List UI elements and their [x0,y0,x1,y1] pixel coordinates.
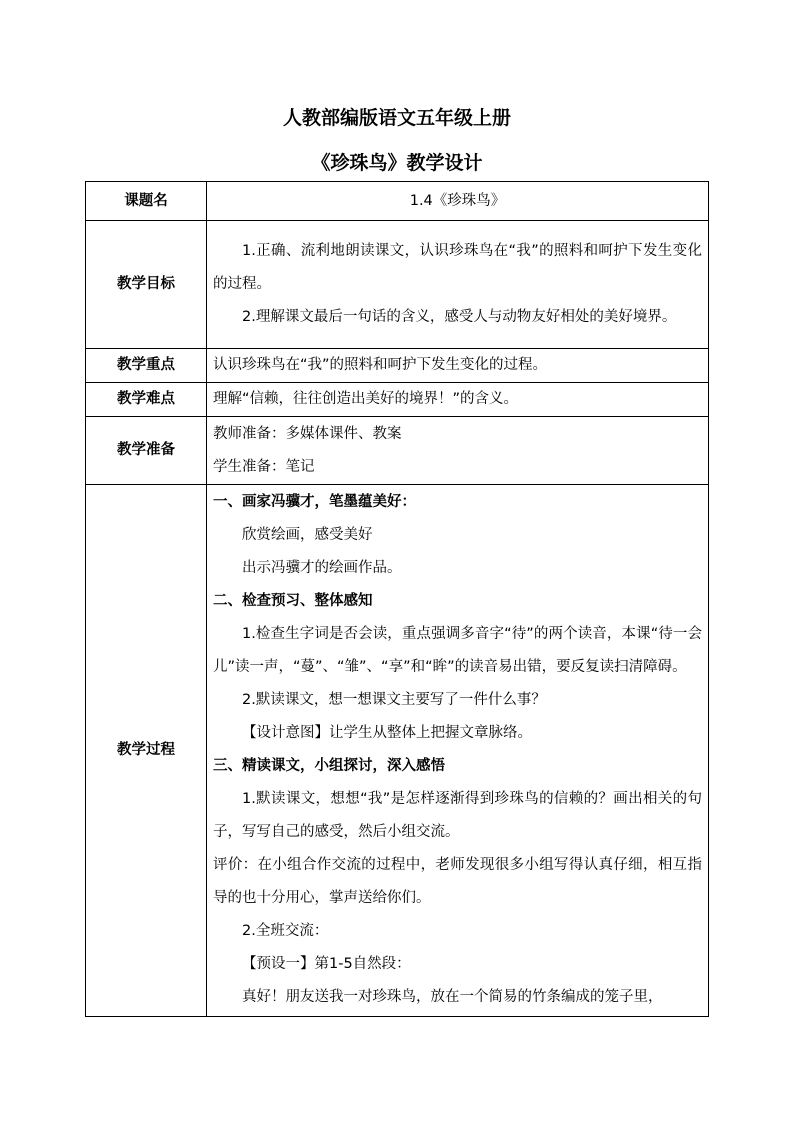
goal-2: 2.理解课文最后一句话的含义，感受人与动物友好相处的美好境界。 [242,309,677,325]
value-difficulty: 理解“信赖，往往创造出美好的境界！”的含义。 [207,383,709,417]
value-goals [207,221,709,349]
label-goals: 教学目标 [86,221,207,349]
section-3-para-2: 2.全班交流： [242,923,329,939]
prep-teacher: 教师准备：多媒体课件、教案 [213,425,402,442]
label-topic: 课题名 [86,182,207,221]
row-prep [86,417,709,485]
section-3-preset-1: 【预设一】第1-5自然段： [242,956,411,972]
value-prep [207,417,709,485]
value-topic: 1.4《珍珠鸟》 [207,182,709,221]
row-process [86,485,709,1017]
section-3-heading: 三、精读课文，小组探讨，深入感悟 [213,758,445,774]
lesson-plan-table [85,181,709,1017]
section-1-para-2: 出示冯骥才的绘画作品。 [242,560,402,576]
row-key [86,349,709,383]
value-key: 认识珍珠鸟在“我”的照料和呵护下发生变化的过程。 [207,349,709,383]
label-process: 教学过程 [86,485,207,1017]
row-difficulty [86,383,709,417]
section-2-para-2: 2.默读课文，想一想课文主要写了一件什么事？ [242,692,546,708]
section-2-para-1: 1.检查生字词是否会读，重点强调多音字“待”的两个读音，本课“待一会儿”读一声，“蔓”、“雏”、“享”和“眸”的读音易出错，要反复读扫清障碍。 [213,626,702,675]
value-process [207,485,709,1017]
label-prep: 教学准备 [86,417,207,485]
section-1-para-1: 欣赏绘画，感受美好 [242,527,373,543]
prep-student: 学生准备：笔记 [213,458,315,475]
section-1-heading: 一、画家冯骥才，笔墨蕴美好： [213,494,416,510]
section-2-heading: 二、检查预习、整体感知 [213,593,373,609]
label-difficulty: 教学难点 [86,383,207,417]
document-title: 人教部编版语文五年级上册 [282,107,511,129]
goal-1: 1.正确、流利地朗读课文，认识珍珠鸟在“我”的照料和呵护下发生变化的过程。 [213,243,702,292]
document-subtitle: 《珍珠鸟》教学设计 [311,152,483,174]
row-goals [86,221,709,349]
label-key: 教学重点 [86,349,207,383]
section-3-evaluation: 评价：在小组合作交流的过程中，老师发现很多小组写得认真仔细，相互指导的也十分用心，掌声送给你们。 [213,857,702,906]
section-3-para-3: 真好！朋友送我一对珍珠鸟，放在一个简易的竹条编成的笼子里， [242,989,663,1005]
row-topic [86,182,709,221]
section-3-para-1: 1.默读课文，想想“我”是怎样逐渐得到珍珠鸟的信赖的？画出相关的句子，写写自己的感受，然后小组交流。 [213,791,702,840]
section-2-design-intent: 【设计意图】让学生从整体上把握文章脉络。 [242,725,532,741]
